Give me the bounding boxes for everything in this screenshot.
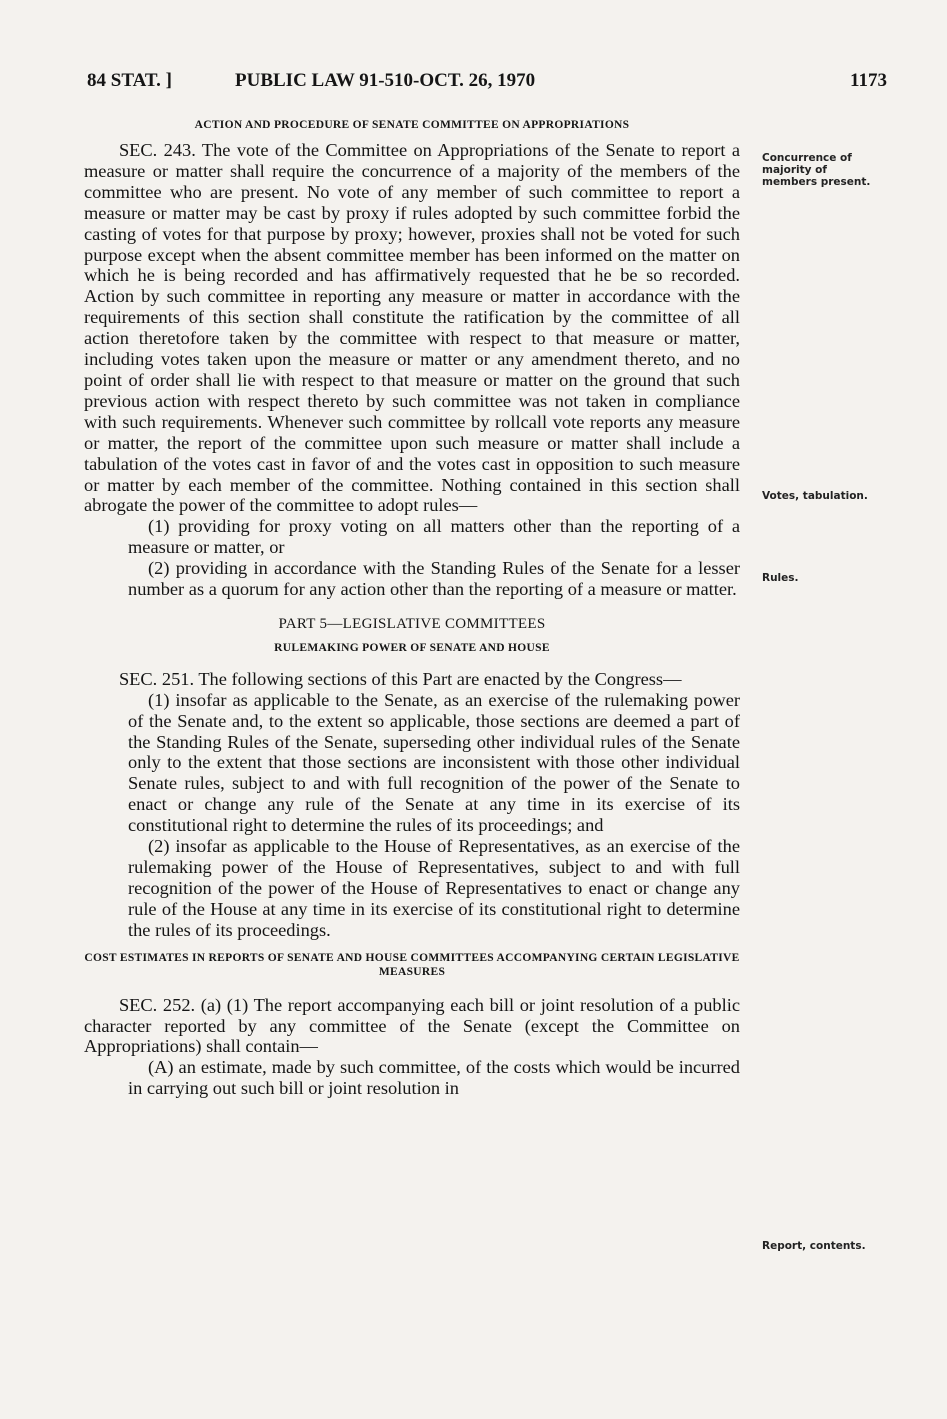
document-body bbox=[84, 118, 740, 1099]
margin-note-rules: Rules. bbox=[762, 572, 799, 584]
section-251-clause-1: (1) insofar as applicable to the Senate, as an exercise of the rulemaking power of the Senate and, to the extent so applicable, those sections are deemed a part of the Standing Rules of the Senate, superseding other individual rules of the Senate only to the extent that those sections are inconsistent with those other individual Senate rules, subject to and with full recognition of the power of the Senate to enact or change any rule of the Senate at any time in its exercise of its constitutional right to determine the rules of its proceedings; and bbox=[128, 689, 740, 836]
heading-cost-estimates: COST ESTIMATES IN REPORTS OF SENATE AND HOUSE COMMITTEES ACCOMPANYING CERTAIN LEGISLATIVE MEASURES bbox=[84, 951, 740, 978]
margin-note-report: Report, contents. bbox=[762, 1240, 866, 1252]
section-252: SEC. 252. (a) (1) The report accompanying each bill or joint resolution of a public character reported by any committee of the Senate (except the Committee on Appropriations) shall contain— bbox=[84, 994, 740, 1057]
section-243-clause-2: (2) providing in accordance with the Standing Rules of the Senate for a lesser number as a quorum for any action other than the reporting of a measure or matter. bbox=[128, 558, 740, 600]
section-251-clause-2: (2) insofar as applicable to the House of Representatives, as an exercise of the rulemaking power of the House of Representatives, subject to and with full recognition of the power of the House of Representatives to enact or change any rule of the House at any time in its exercise of its constitutional right to determine the rules of its proceedings. bbox=[128, 836, 740, 940]
part-5-heading: PART 5—LEGISLATIVE COMMITTEES bbox=[278, 615, 546, 632]
section-243: SEC. 243. The vote of the Committee on Appropriations of the Senate to report a measure or matter shall require the concurrence of a majority of the members of the committee who are present. No vote of any member of such committee to report a measure or matter may be cast by proxy if rules adopted by such committee forbid the casting of votes for that purpose by proxy; however, proxies shall not be voted for such purpose except when the absent committee member has been informed on the matter on which he is being recorded and has affirmatively requested that he be so recorded. Action by such committee in reporting any measure or matter in accordance with the requirements of this section shall constitute the ratification by the committee of all action theretofore taken by the committee with respect to that measure or matter, including votes taken upon the measure or matter or any amendment thereto, and no point of order shall lie with respect to that measure or matter on the ground that such previous action with respect thereto by such committee was not taken in compliance with such requirements. Whenever such committee by rollcall vote reports any measure or matter, the report of the committee upon such measure or matter shall include a tabulation of the votes cast in favor of and the votes cast in opposition to such measure or matter by each member of the committee. Nothing contained in this section shall abrogate the power of the committee to adopt rules— bbox=[84, 140, 740, 516]
margin-note-concurrence: Concurrence of majority of members present. bbox=[762, 152, 871, 188]
law-title: PUBLIC LAW 91-510-OCT. 26, 1970 bbox=[235, 70, 536, 91]
section-243-clause-1: (1) providing for proxy voting on all matters other than the reporting of a measure or matter, or bbox=[128, 516, 740, 558]
margin-note-votes: Votes, tabulation. bbox=[762, 490, 868, 502]
page-number: 1173 bbox=[850, 70, 887, 91]
statute-reference: 84 STAT. ] bbox=[87, 70, 172, 91]
section-252-clause-A: (A) an estimate, made by such committee, of the costs which would be incurred in carrying out such bill or joint resolution in bbox=[128, 1057, 740, 1099]
page-header bbox=[87, 70, 887, 100]
heading-appropriations: ACTION AND PROCEDURE OF SENATE COMMITTEE ON APPROPRIATIONS bbox=[194, 119, 630, 131]
section-251: SEC. 251. The following sections of this Part are enacted by the Congress— bbox=[118, 668, 682, 689]
heading-rulemaking: RULEMAKING POWER OF SENATE AND HOUSE bbox=[274, 641, 550, 654]
